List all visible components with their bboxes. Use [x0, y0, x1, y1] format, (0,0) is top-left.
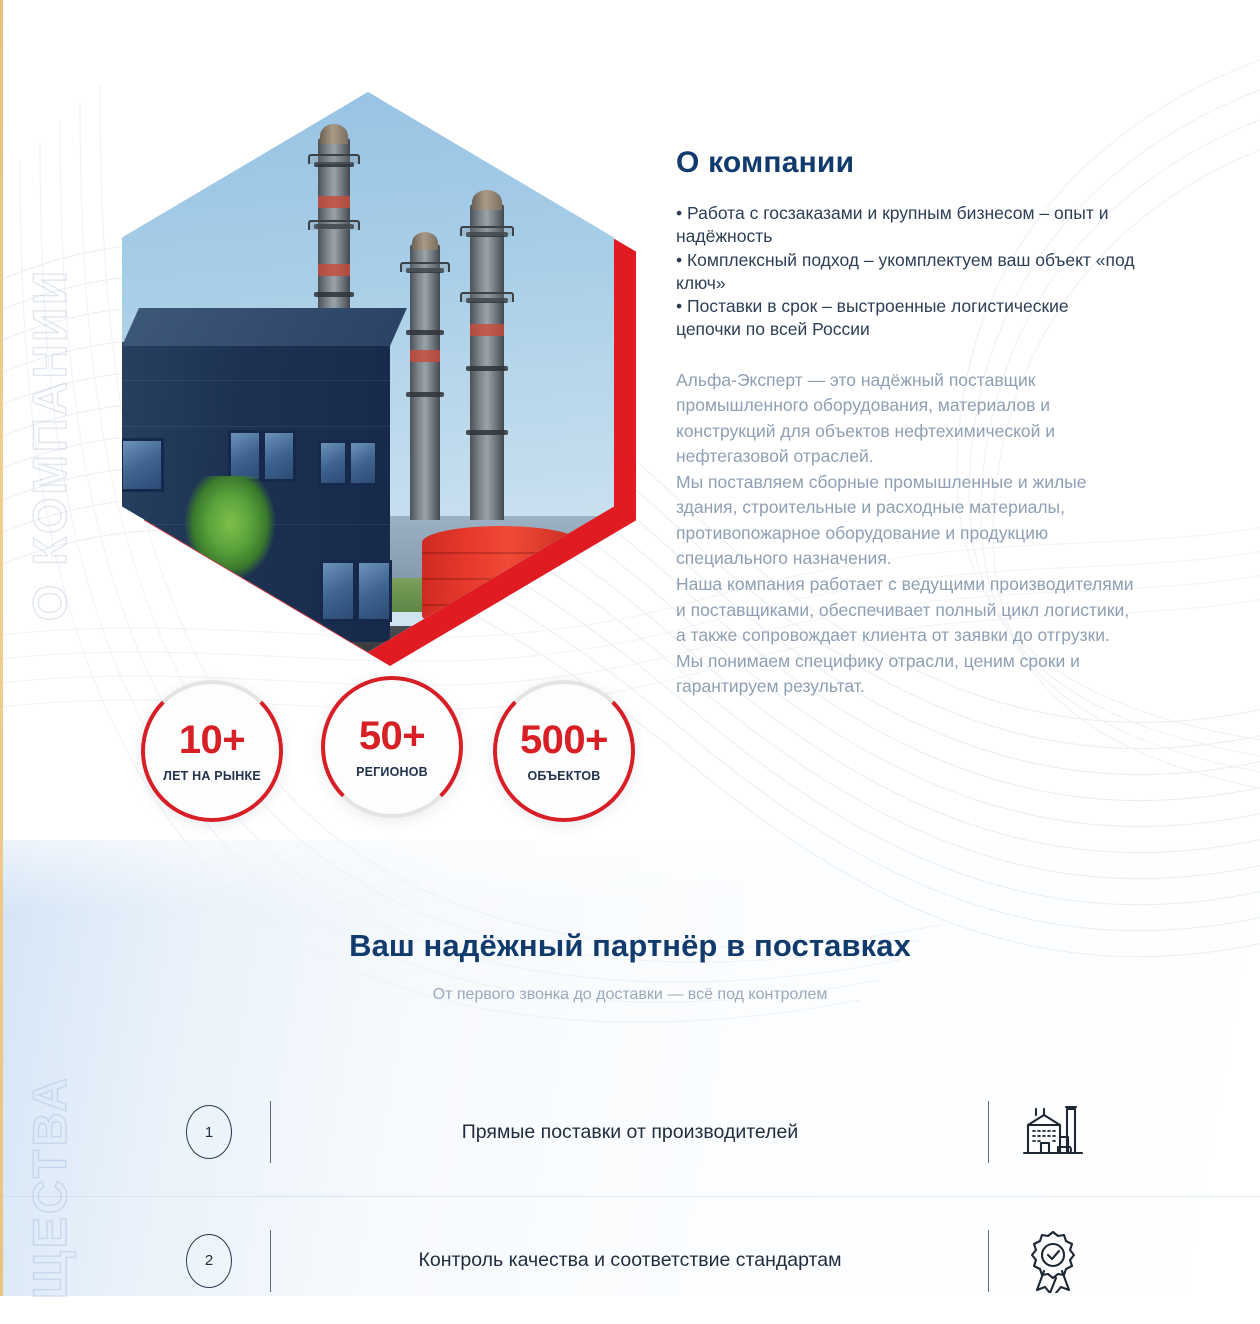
tank-band: [422, 604, 580, 606]
smokestack-3: [470, 204, 504, 520]
smokestack-2-cap: [412, 232, 438, 250]
window: [228, 430, 262, 482]
partner-heading-section: [0, 928, 1260, 1004]
stat-badge-years: [141, 680, 283, 822]
stat-ring: [321, 676, 463, 818]
row-divider-right: [988, 1101, 989, 1163]
smokestack-2-ring: [406, 330, 444, 335]
window: [318, 440, 348, 486]
about-title: О компании: [676, 146, 855, 179]
smokestack-2-marking: [410, 350, 440, 362]
about-paragraph: Мы поставляем сборные промышленные и жилые здания, строительные и расходные материалы, противопожарное оборудование и продукцию специального назначения.: [676, 471, 1087, 569]
gold-accent-edge: [0, 0, 3, 1296]
about-section: [676, 146, 1138, 700]
smokestack-1-cap: [320, 124, 348, 144]
stat-label: РЕГИОНОВ: [356, 764, 428, 779]
stat-badge-regions: [321, 676, 463, 818]
smokestack-1-ring: [314, 292, 354, 297]
smokestack-3-platform: [460, 226, 514, 236]
stat-ring: [493, 680, 635, 822]
facade-seam: [122, 380, 390, 381]
window: [122, 438, 164, 492]
about-paragraph: Альфа-Эксперт — это надёжный поставщик промышленного оборудования, материалов и конструкций для объектов нефтехимической и нефтегазовой отраслей.: [676, 369, 1056, 467]
factory-icon: [1018, 1097, 1088, 1167]
smokestack-2: [410, 244, 440, 520]
window: [356, 560, 392, 622]
partner-title: Ваш надёжный партнёр в поставках: [349, 928, 911, 963]
row-divider-left: [270, 1101, 271, 1163]
row-divider-right: [988, 1230, 989, 1292]
vertical-watermark-about: О КОМПАНИИ: [23, 268, 76, 622]
advantage-row: [0, 1196, 1260, 1324]
about-bullet: • Работа с госзаказами и крупным бизнесом – опыт и надёжность: [676, 203, 1109, 247]
stat-label: ЛЕТ НА РЫНКЕ: [163, 768, 261, 783]
window: [128, 570, 170, 628]
stat-ring: [141, 680, 283, 822]
smokestack-3-marking: [470, 324, 504, 336]
about-bullet: • Поставки в срок – выстроенные логистические цепочки по всей России: [676, 296, 1069, 340]
advantage-number: 1: [186, 1105, 232, 1159]
award-ribbon-icon: [1018, 1226, 1088, 1296]
stat-value: 500+: [519, 717, 609, 762]
partner-subtitle: От первого звонка до доставки — всё под контролем: [432, 986, 828, 1003]
smokestack-2-ring: [406, 392, 444, 397]
hero-hexagon: [122, 92, 634, 664]
about-bullet-list: [676, 202, 1138, 342]
about-paragraph: Наша компания работает с ведущими производителями и поставщиками, обеспечивает полный цикл логистики, а также сопровождает клиента от заявки до отгрузки.: [676, 573, 1134, 646]
smokestack-1-platform: [308, 154, 360, 164]
smokestack-1-marking: [318, 264, 350, 276]
row-divider-left: [270, 1230, 271, 1292]
stat-label: ОБЪЕКТОВ: [527, 768, 601, 783]
stat-value: 50+: [358, 713, 426, 758]
tree: [184, 476, 276, 614]
about-paragraph: Мы понимаем специфику отрасли, ценим сроки и гарантируем результат.: [676, 650, 1080, 697]
smokestack-1-marking: [318, 196, 350, 208]
window: [348, 440, 378, 486]
window: [320, 560, 356, 622]
smokestack-3-platform: [460, 292, 514, 302]
smokestack-3-cap: [472, 190, 502, 210]
smokestack-3-ring: [466, 366, 508, 371]
facade-seam: [122, 426, 390, 427]
advantage-row: [0, 1068, 1260, 1196]
window: [262, 430, 296, 482]
smokestack-2-platform: [400, 262, 450, 272]
stat-badge-objects: [493, 680, 635, 822]
advantage-number: 2: [186, 1234, 232, 1288]
advantage-text: Контроль качества и соответствие стандартам: [418, 1249, 842, 1271]
vertical-watermark-advantages: ЩЕСТВА: [23, 1075, 76, 1300]
advantage-text: Прямые поставки от производителей: [461, 1120, 799, 1143]
about-body-text: [676, 368, 1138, 700]
about-bullet: • Комплексный подход – укомплектуем ваш объект «под ключ»: [676, 249, 1135, 293]
smokestack-1-platform: [308, 220, 360, 230]
stat-value: 10+: [178, 717, 246, 762]
advantages-list: [0, 1068, 1260, 1324]
smokestack-3-ring: [466, 430, 508, 435]
